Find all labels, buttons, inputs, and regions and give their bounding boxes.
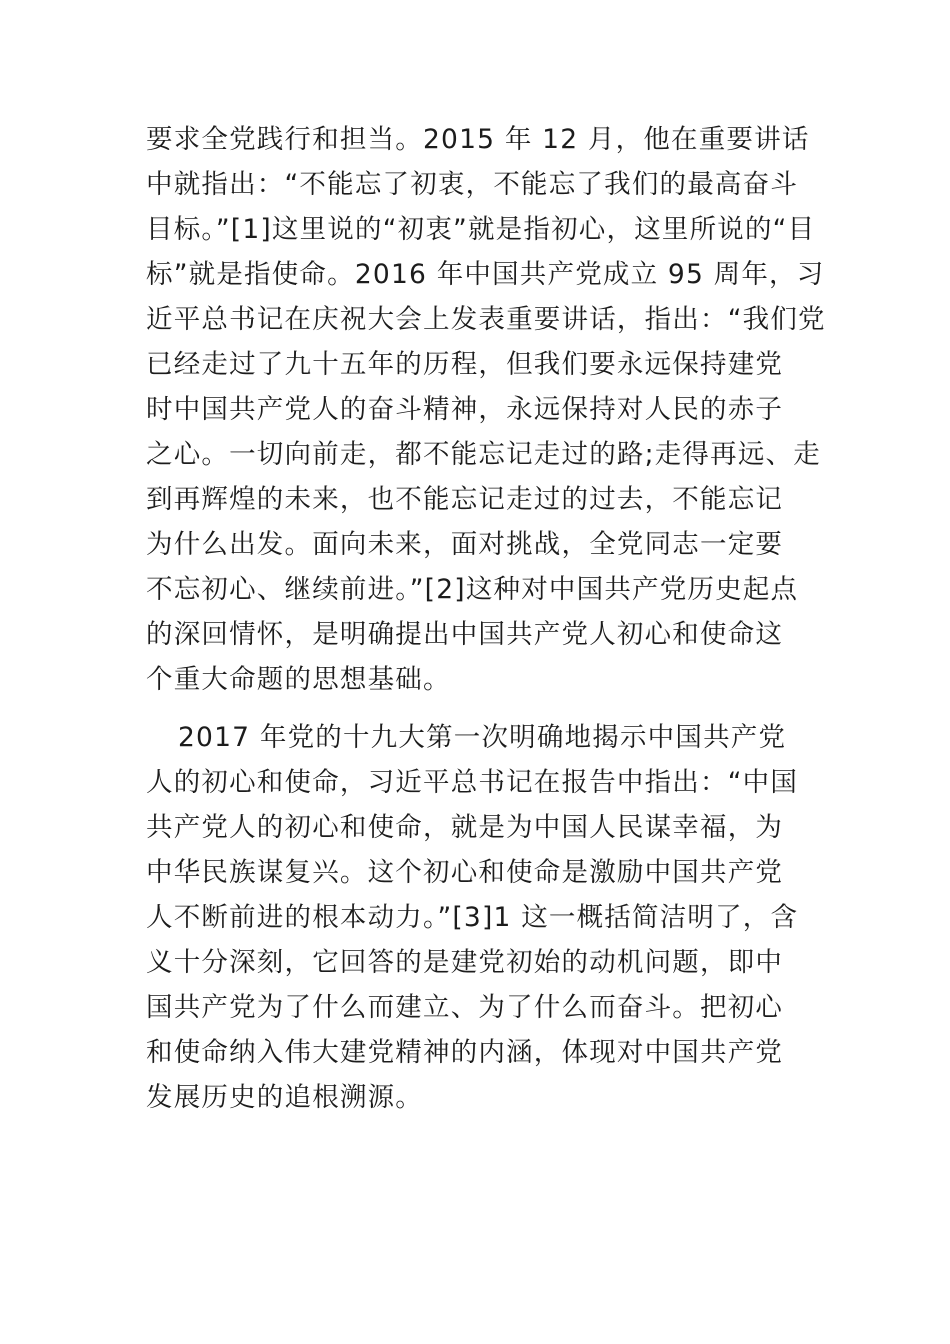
text-line: 人的初心和使命，习近平总书记在报告中指出：“中国 xyxy=(146,767,799,798)
text-line: 中华民族谋复兴。这个初心和使命是激励中国共产党 xyxy=(146,857,784,888)
text-line: 近平总书记在庆祝大会上发表重要讲话，指出：“我们党 xyxy=(146,304,826,335)
paragraph-1 xyxy=(146,117,826,702)
text-line: 目标。”[1]这里说的“初衷”就是指初心，这里所说的“目 xyxy=(146,214,816,245)
text-line: 和使命纳入伟大建党精神的内涵，体现对中国共产党 xyxy=(146,1037,784,1068)
text-line: 个重大命题的思想基础。 xyxy=(146,664,451,695)
text-line: 要求全党践行和担当。2015 年 12 月，他在重要讲话 xyxy=(146,124,810,155)
text-line: 之心。一切向前走，都不能忘记走过的路;走得再远、走 xyxy=(146,439,821,470)
document-body xyxy=(146,117,826,1120)
text-line: 不忘初心、继续前进。”[2]这种对中国共产党历史起点 xyxy=(146,574,799,605)
text-line: 到再辉煌的未来，也不能忘记走过的过去，不能忘记 xyxy=(146,484,784,515)
text-line: 义十分深刻，它回答的是建党初始的动机问题，即中 xyxy=(146,947,784,978)
paragraph-spacer xyxy=(146,702,810,715)
text-line: 共产党人的初心和使命，就是为中国人民谋幸福，为 xyxy=(146,812,784,843)
paragraph-2 xyxy=(146,715,810,1120)
text-line: 已经走过了九十五年的历程，但我们要永远保持建党 xyxy=(146,349,784,380)
text-line: 时中国共产党人的奋斗精神，永远保持对人民的赤子 xyxy=(146,394,784,425)
text-line: 国共产党为了什么而建立、为了什么而奋斗。把初心 xyxy=(146,992,784,1023)
text-line: 为什么出发。面向未来，面对挑战，全党同志一定要 xyxy=(146,529,784,560)
text-line: 的深回情怀，是明确提出中国共产党人初心和使命这 xyxy=(146,619,784,650)
text-line: 人不断前进的根本动力。”[3]1 这一概括简洁明了，含 xyxy=(146,902,799,933)
text-line: 标”就是指使命。2016 年中国共产党成立 95 周年，习 xyxy=(146,259,825,290)
text-line: 2017 年党的十九大第一次明确地揭示中国共产党 xyxy=(178,722,787,753)
text-line: 中就指出：“不能忘了初衷，不能忘了我们的最高奋斗 xyxy=(146,169,799,200)
text-line: 发展历史的追根溯源。 xyxy=(146,1082,423,1113)
